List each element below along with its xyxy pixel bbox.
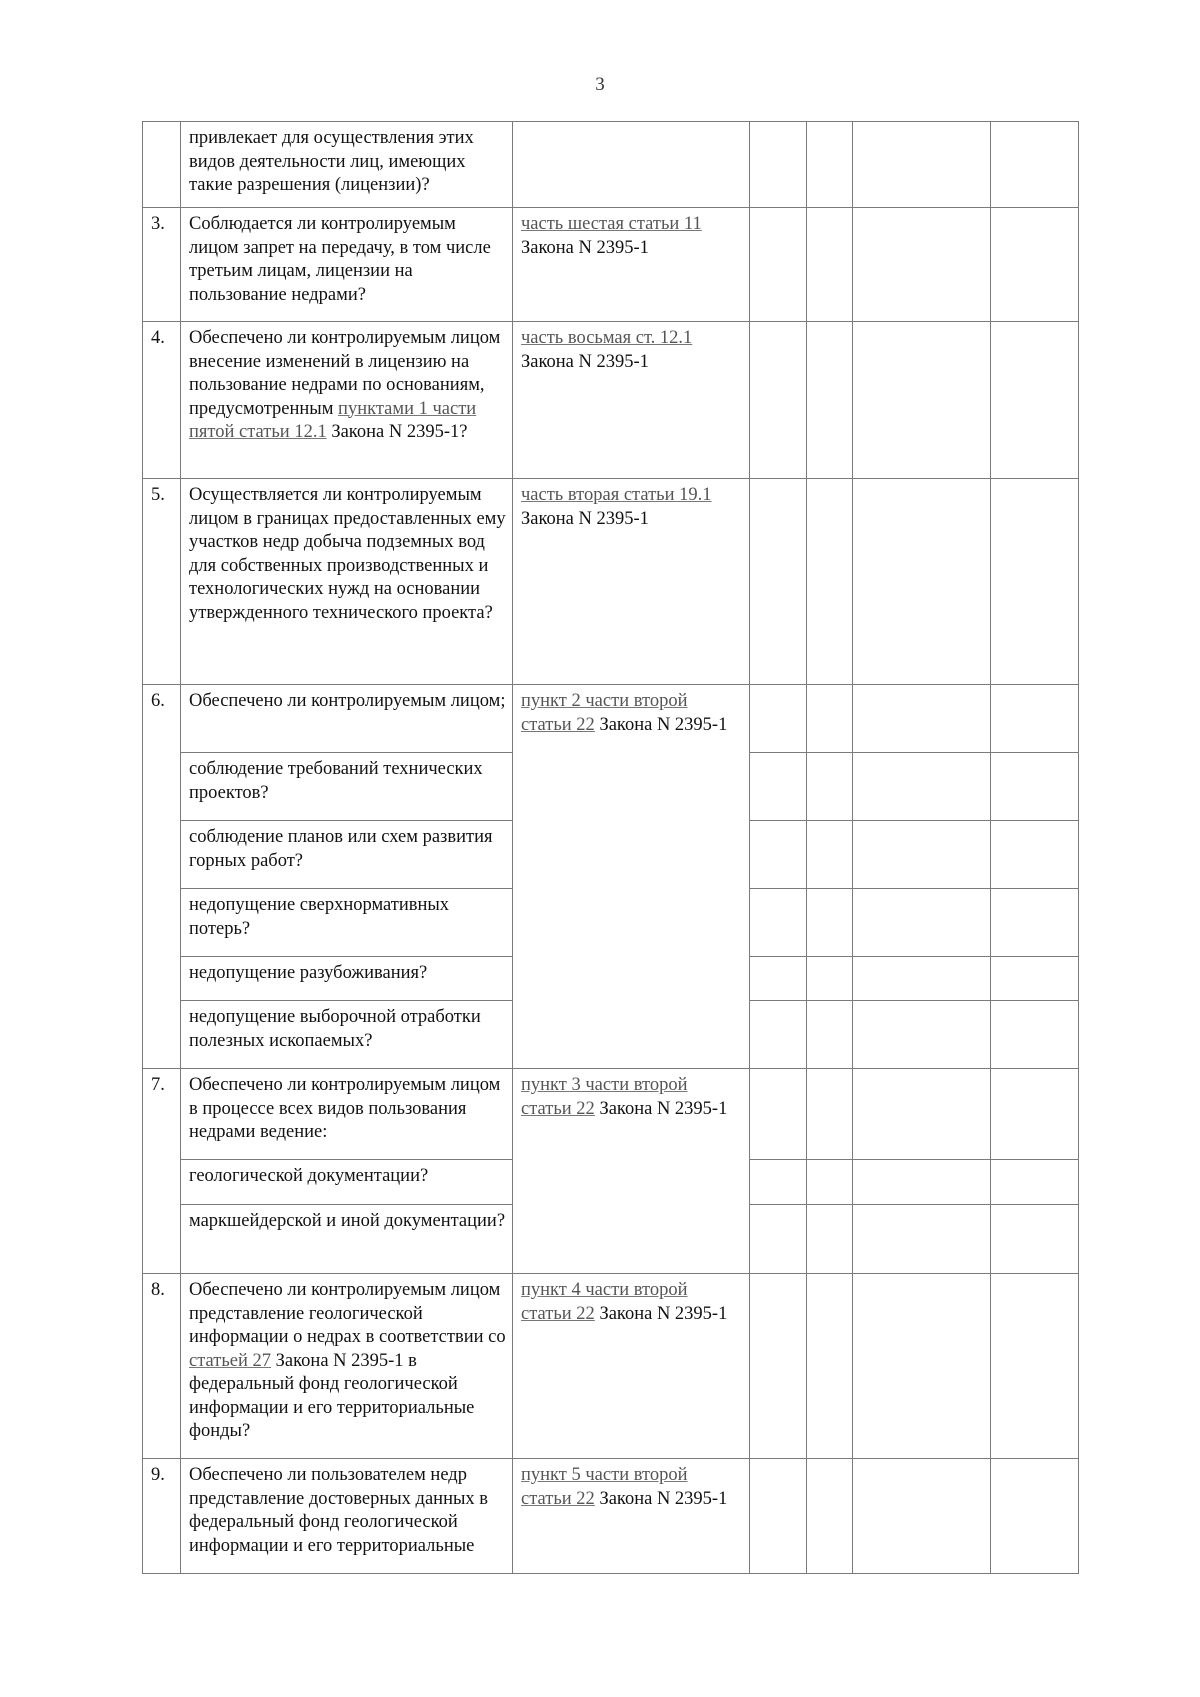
answer-cell [853, 889, 991, 957]
reference-link[interactable]: статьи 22 [521, 1488, 595, 1509]
answer-cell [853, 208, 991, 322]
table-row [143, 685, 1079, 753]
reference-link[interactable]: пункт 4 части второй [521, 1280, 688, 1300]
reference-link[interactable]: статьи 22 [521, 714, 595, 735]
answer-cell [991, 1001, 1079, 1069]
table-row [143, 208, 1079, 322]
row-number: 9. [143, 1459, 181, 1574]
answer-cell [750, 1069, 807, 1160]
answer-cell [750, 1001, 807, 1069]
answer-cell [807, 753, 853, 821]
table-row [143, 122, 1079, 208]
answer-cell [991, 753, 1079, 821]
question-text: Обеспечено ли контролируемым лицом внесение изменений в лицензию на пользование недрами по основаниям, предусмотренным [189, 328, 501, 419]
answer-cell [750, 753, 807, 821]
reference-link[interactable]: часть восьмая ст. 12.1 [521, 328, 693, 348]
reference-cell [513, 479, 750, 685]
answer-cell [853, 122, 991, 208]
reference-link[interactable]: пункт 5 части второй [521, 1465, 688, 1485]
question-cell [181, 1274, 513, 1459]
reference-cell [513, 1459, 750, 1574]
answer-cell [750, 1160, 807, 1205]
answer-cell [853, 1160, 991, 1205]
question-cell: Соблюдается ли контролируемым лицом запрет на передачу, в том числе третьим лицам, лицензии на пользование недрами? [181, 208, 513, 322]
question-link[interactable]: статьей 27 [189, 1350, 272, 1371]
subitem-cell: недопущение сверхнормативных потерь? [181, 889, 513, 957]
question-text: Закона N 2395-1 в федеральный фонд геологической информации и его территориальные фонды? [189, 1350, 475, 1441]
table-row [143, 479, 1079, 685]
reference-cell [513, 1274, 750, 1459]
answer-cell [991, 208, 1079, 322]
answer-cell [807, 1160, 853, 1205]
row-number: 6. [143, 685, 181, 1069]
subitem-cell: соблюдение требований технических проектов? [181, 753, 513, 821]
answer-cell [853, 479, 991, 685]
answer-cell [991, 889, 1079, 957]
row-number: 7. [143, 1069, 181, 1274]
reference-cell [513, 122, 750, 208]
answer-cell [807, 889, 853, 957]
reference-text: Закона N 2395-1 [521, 351, 649, 372]
answer-cell [807, 1205, 853, 1274]
table-row [143, 1274, 1079, 1459]
answer-cell [750, 1274, 807, 1459]
answer-cell [853, 1205, 991, 1274]
row-number: 4. [143, 322, 181, 479]
question-text: Закона N 2395-1? [331, 422, 468, 442]
question-text: Обеспечено ли контролируемым лицом представление геологической информации о недрах в соответствии со [189, 1280, 506, 1347]
question-cell: Обеспечено ли контролируемым лицом; [181, 685, 513, 753]
answer-cell [750, 821, 807, 889]
reference-text: Закона N 2395-1 [599, 714, 728, 735]
answer-cell [807, 1069, 853, 1160]
row-number: 5. [143, 479, 181, 685]
reference-link[interactable]: статьи 22 [521, 1098, 595, 1119]
reference-link[interactable]: часть шестая статьи 11 [521, 214, 702, 234]
answer-cell [853, 753, 991, 821]
reference-cell [513, 685, 750, 1069]
answer-cell [991, 1160, 1079, 1205]
subitem-cell: соблюдение планов или схем развития горных работ? [181, 821, 513, 889]
reference-text: Закона N 2395-1 [599, 1098, 728, 1119]
row-number: 3. [143, 208, 181, 322]
answer-cell [807, 1459, 853, 1574]
question-cell: Осуществляется ли контролируемым лицом в границах предоставленных ему участков недр добыча подземных вод для собственных производственных и технологических нужд на основании утвержденного технического проекта? [181, 479, 513, 685]
answer-cell [807, 208, 853, 322]
reference-text: Закона N 2395-1 [521, 508, 649, 529]
answer-cell [750, 957, 807, 1001]
answer-cell [991, 1069, 1079, 1160]
answer-cell [807, 1001, 853, 1069]
answer-cell [991, 685, 1079, 753]
answer-cell [807, 122, 853, 208]
answer-cell [807, 322, 853, 479]
reference-cell [513, 322, 750, 479]
row-number: 8. [143, 1274, 181, 1459]
answer-cell [991, 1205, 1079, 1274]
answer-cell [991, 322, 1079, 479]
answer-cell [750, 208, 807, 322]
question-cell [181, 322, 513, 479]
answer-cell [853, 957, 991, 1001]
reference-text: Закона N 2395-1 [521, 237, 649, 258]
answer-cell [750, 122, 807, 208]
answer-cell [750, 1205, 807, 1274]
reference-cell [513, 1069, 750, 1274]
subitem-cell: недопущение выборочной отработки полезных ископаемых? [181, 1001, 513, 1069]
answer-cell [853, 821, 991, 889]
question-cell: привлекает для осуществления этих видов деятельности лиц, имеющих такие разрешения (лицензии)? [181, 122, 513, 208]
answer-cell [853, 685, 991, 753]
table-row [143, 1459, 1079, 1574]
table-row [143, 322, 1079, 479]
answer-cell [750, 685, 807, 753]
question-cell: Обеспечено ли пользователем недр представление достоверных данных в федеральный фонд геологической информации и его территориальные [181, 1459, 513, 1574]
answer-cell [807, 957, 853, 1001]
answer-cell [853, 1001, 991, 1069]
reference-link[interactable]: часть вторая статьи 19.1 [521, 485, 712, 505]
answer-cell [991, 1274, 1079, 1459]
checklist-table [142, 121, 1079, 1574]
answer-cell [991, 1459, 1079, 1574]
answer-cell [750, 322, 807, 479]
row-number [143, 122, 181, 208]
reference-text: Закона N 2395-1 [599, 1303, 728, 1324]
subitem-cell: геологической документации? [181, 1160, 513, 1205]
answer-cell [853, 1069, 991, 1160]
reference-link[interactable]: статьи 22 [521, 1303, 595, 1324]
answer-cell [853, 1274, 991, 1459]
subitem-cell: недопущение разубоживания? [181, 957, 513, 1001]
answer-cell [750, 1459, 807, 1574]
question-cell: Обеспечено ли контролируемым лицом в процессе всех видов пользования недрами ведение: [181, 1069, 513, 1160]
answer-cell [750, 889, 807, 957]
answer-cell [853, 1459, 991, 1574]
question-link[interactable]: пунктами 1 части пятой статьи 12.1 [189, 398, 477, 442]
page-number: 3 [595, 74, 605, 95]
reference-cell [513, 208, 750, 322]
answer-cell [853, 322, 991, 479]
reference-link[interactable]: пункт 3 части второй [521, 1075, 688, 1095]
subitem-cell: маркшейдерской и иной документации? [181, 1205, 513, 1274]
answer-cell [807, 685, 853, 753]
reference-text: Закона N 2395-1 [599, 1488, 728, 1509]
answer-cell [991, 821, 1079, 889]
table-row [143, 1069, 1079, 1160]
answer-cell [750, 479, 807, 685]
reference-link[interactable]: пункт 2 части второй [521, 691, 688, 711]
answer-cell [991, 122, 1079, 208]
answer-cell [991, 957, 1079, 1001]
answer-cell [991, 479, 1079, 685]
answer-cell [807, 1274, 853, 1459]
answer-cell [807, 821, 853, 889]
answer-cell [807, 479, 853, 685]
